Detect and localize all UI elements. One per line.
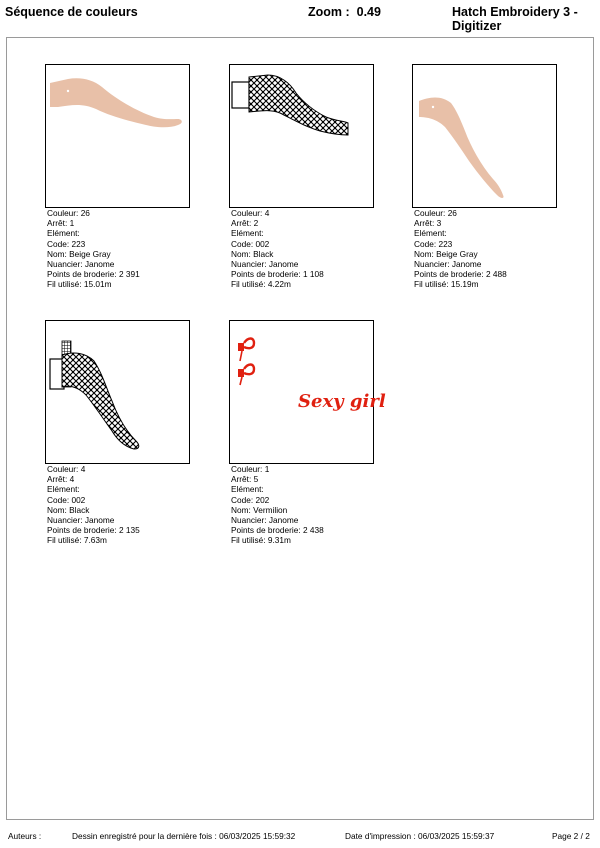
bare-leg-icon [46, 65, 189, 207]
code-label: Code: [47, 494, 70, 505]
name-label: Nom: [231, 504, 251, 515]
thread-label: Fil utilisé: [231, 535, 266, 546]
color-value: 4 [264, 208, 270, 218]
thumbnail [45, 320, 190, 464]
chart-value: Janome [268, 514, 299, 525]
chart-value: Janome [451, 258, 482, 269]
stop-value: 5 [253, 474, 259, 485]
code-value: 223 [71, 238, 86, 249]
element-label: Elément: [47, 484, 80, 495]
stitches-label: Points de broderie: [47, 269, 117, 280]
chart-label: Nuancier: [47, 258, 83, 269]
stitches-value: 2 488 [485, 269, 507, 280]
color-value: 4 [80, 464, 86, 474]
footer-page-number: Page 2 / 2 [552, 831, 590, 841]
stop-label: Arrêt: [231, 218, 252, 229]
color-value: 1 [264, 464, 270, 474]
name-label: Nom: [231, 248, 251, 259]
thread-label: Fil utilisé: [47, 279, 82, 290]
chart-label: Nuancier: [414, 258, 450, 269]
color-label: Couleur: [231, 208, 263, 218]
footer-saved-date: Dessin enregistré pour la dernière fois : 06/03/2025 15:59:32 [72, 831, 296, 841]
sexy-girl-text-icon [230, 321, 386, 463]
bare-leg-icon [413, 65, 556, 207]
page-title: Séquence de couleurs [5, 5, 138, 19]
code-value: 223 [438, 238, 453, 249]
stop-label: Arrêt: [414, 218, 435, 229]
element-label: Elément: [231, 228, 264, 239]
thread-label: Fil utilisé: [231, 279, 266, 290]
element-label: Elément: [231, 484, 264, 495]
thread-value: 15.01m [83, 279, 112, 290]
zoom-label: Zoom : [308, 5, 350, 19]
element-label: Elément: [414, 228, 447, 239]
name-value: Black [69, 504, 90, 515]
name-label: Nom: [414, 248, 434, 259]
footer-print-date: Date d'impression : 06/03/2025 15:59:37 [345, 831, 495, 841]
chart-label: Nuancier: [231, 258, 267, 269]
element-label: Elément: [47, 228, 80, 239]
name-value: Vermilion [253, 504, 288, 515]
code-value: 002 [255, 238, 270, 249]
name-value: Beige Gray [69, 248, 111, 259]
color-value: 26 [80, 208, 90, 218]
chart-label: Nuancier: [231, 514, 267, 525]
chart-value: Janome [268, 258, 299, 269]
thumbnail [229, 64, 374, 208]
thread-value: 4.22m [267, 279, 291, 290]
name-label: Nom: [47, 248, 67, 259]
code-value: 202 [255, 494, 270, 505]
footer-authors: Auteurs : [8, 831, 42, 841]
stitches-value: 2 438 [302, 525, 324, 536]
stocking-leg-icon [46, 321, 189, 463]
thumbnail [412, 64, 557, 208]
thread-value: 15.19m [450, 279, 479, 290]
app-title: Hatch Embroidery 3 - Digitizer [452, 5, 578, 33]
zoom-value: 0.49 [356, 5, 381, 19]
name-value: Beige Gray [436, 248, 478, 259]
thread-label: Fil utilisé: [414, 279, 449, 290]
name-value: Black [253, 248, 274, 259]
stop-value: 3 [436, 218, 442, 229]
thumbnail [229, 320, 386, 464]
code-label: Code: [231, 494, 254, 505]
stitches-label: Points de broderie: [231, 269, 301, 280]
code-label: Code: [231, 238, 254, 249]
stitches-value: 1 108 [302, 269, 324, 280]
stop-label: Arrêt: [47, 218, 68, 229]
code-label: Code: [414, 238, 437, 249]
thread-value: 9.31m [267, 535, 291, 546]
name-label: Nom: [47, 504, 67, 515]
stitches-label: Points de broderie: [414, 269, 484, 280]
code-label: Code: [47, 238, 70, 249]
stop-value: 4 [69, 474, 75, 485]
chart-label: Nuancier: [47, 514, 83, 525]
art-text: Sexy girl [298, 391, 386, 412]
thread-value: 7.63m [83, 535, 107, 546]
stitches-label: Points de broderie: [231, 525, 301, 536]
thumbnail [45, 64, 190, 208]
stop-value: 1 [69, 218, 75, 229]
color-label: Couleur: [47, 464, 79, 474]
stop-value: 2 [253, 218, 259, 229]
stitches-value: 2 391 [118, 269, 140, 280]
stocking-leg-icon [230, 65, 373, 207]
stop-label: Arrêt: [47, 474, 68, 485]
color-label: Couleur: [414, 208, 446, 218]
chart-value: Janome [84, 514, 115, 525]
color-label: Couleur: [231, 464, 263, 474]
color-value: 26 [447, 208, 457, 218]
code-value: 002 [71, 494, 86, 505]
stop-label: Arrêt: [231, 474, 252, 485]
thread-label: Fil utilisé: [47, 535, 82, 546]
color-label: Couleur: [47, 208, 79, 218]
zoom-readout [308, 5, 381, 19]
stitches-label: Points de broderie: [47, 525, 117, 536]
stitches-value: 2 135 [118, 525, 140, 536]
chart-value: Janome [84, 258, 115, 269]
